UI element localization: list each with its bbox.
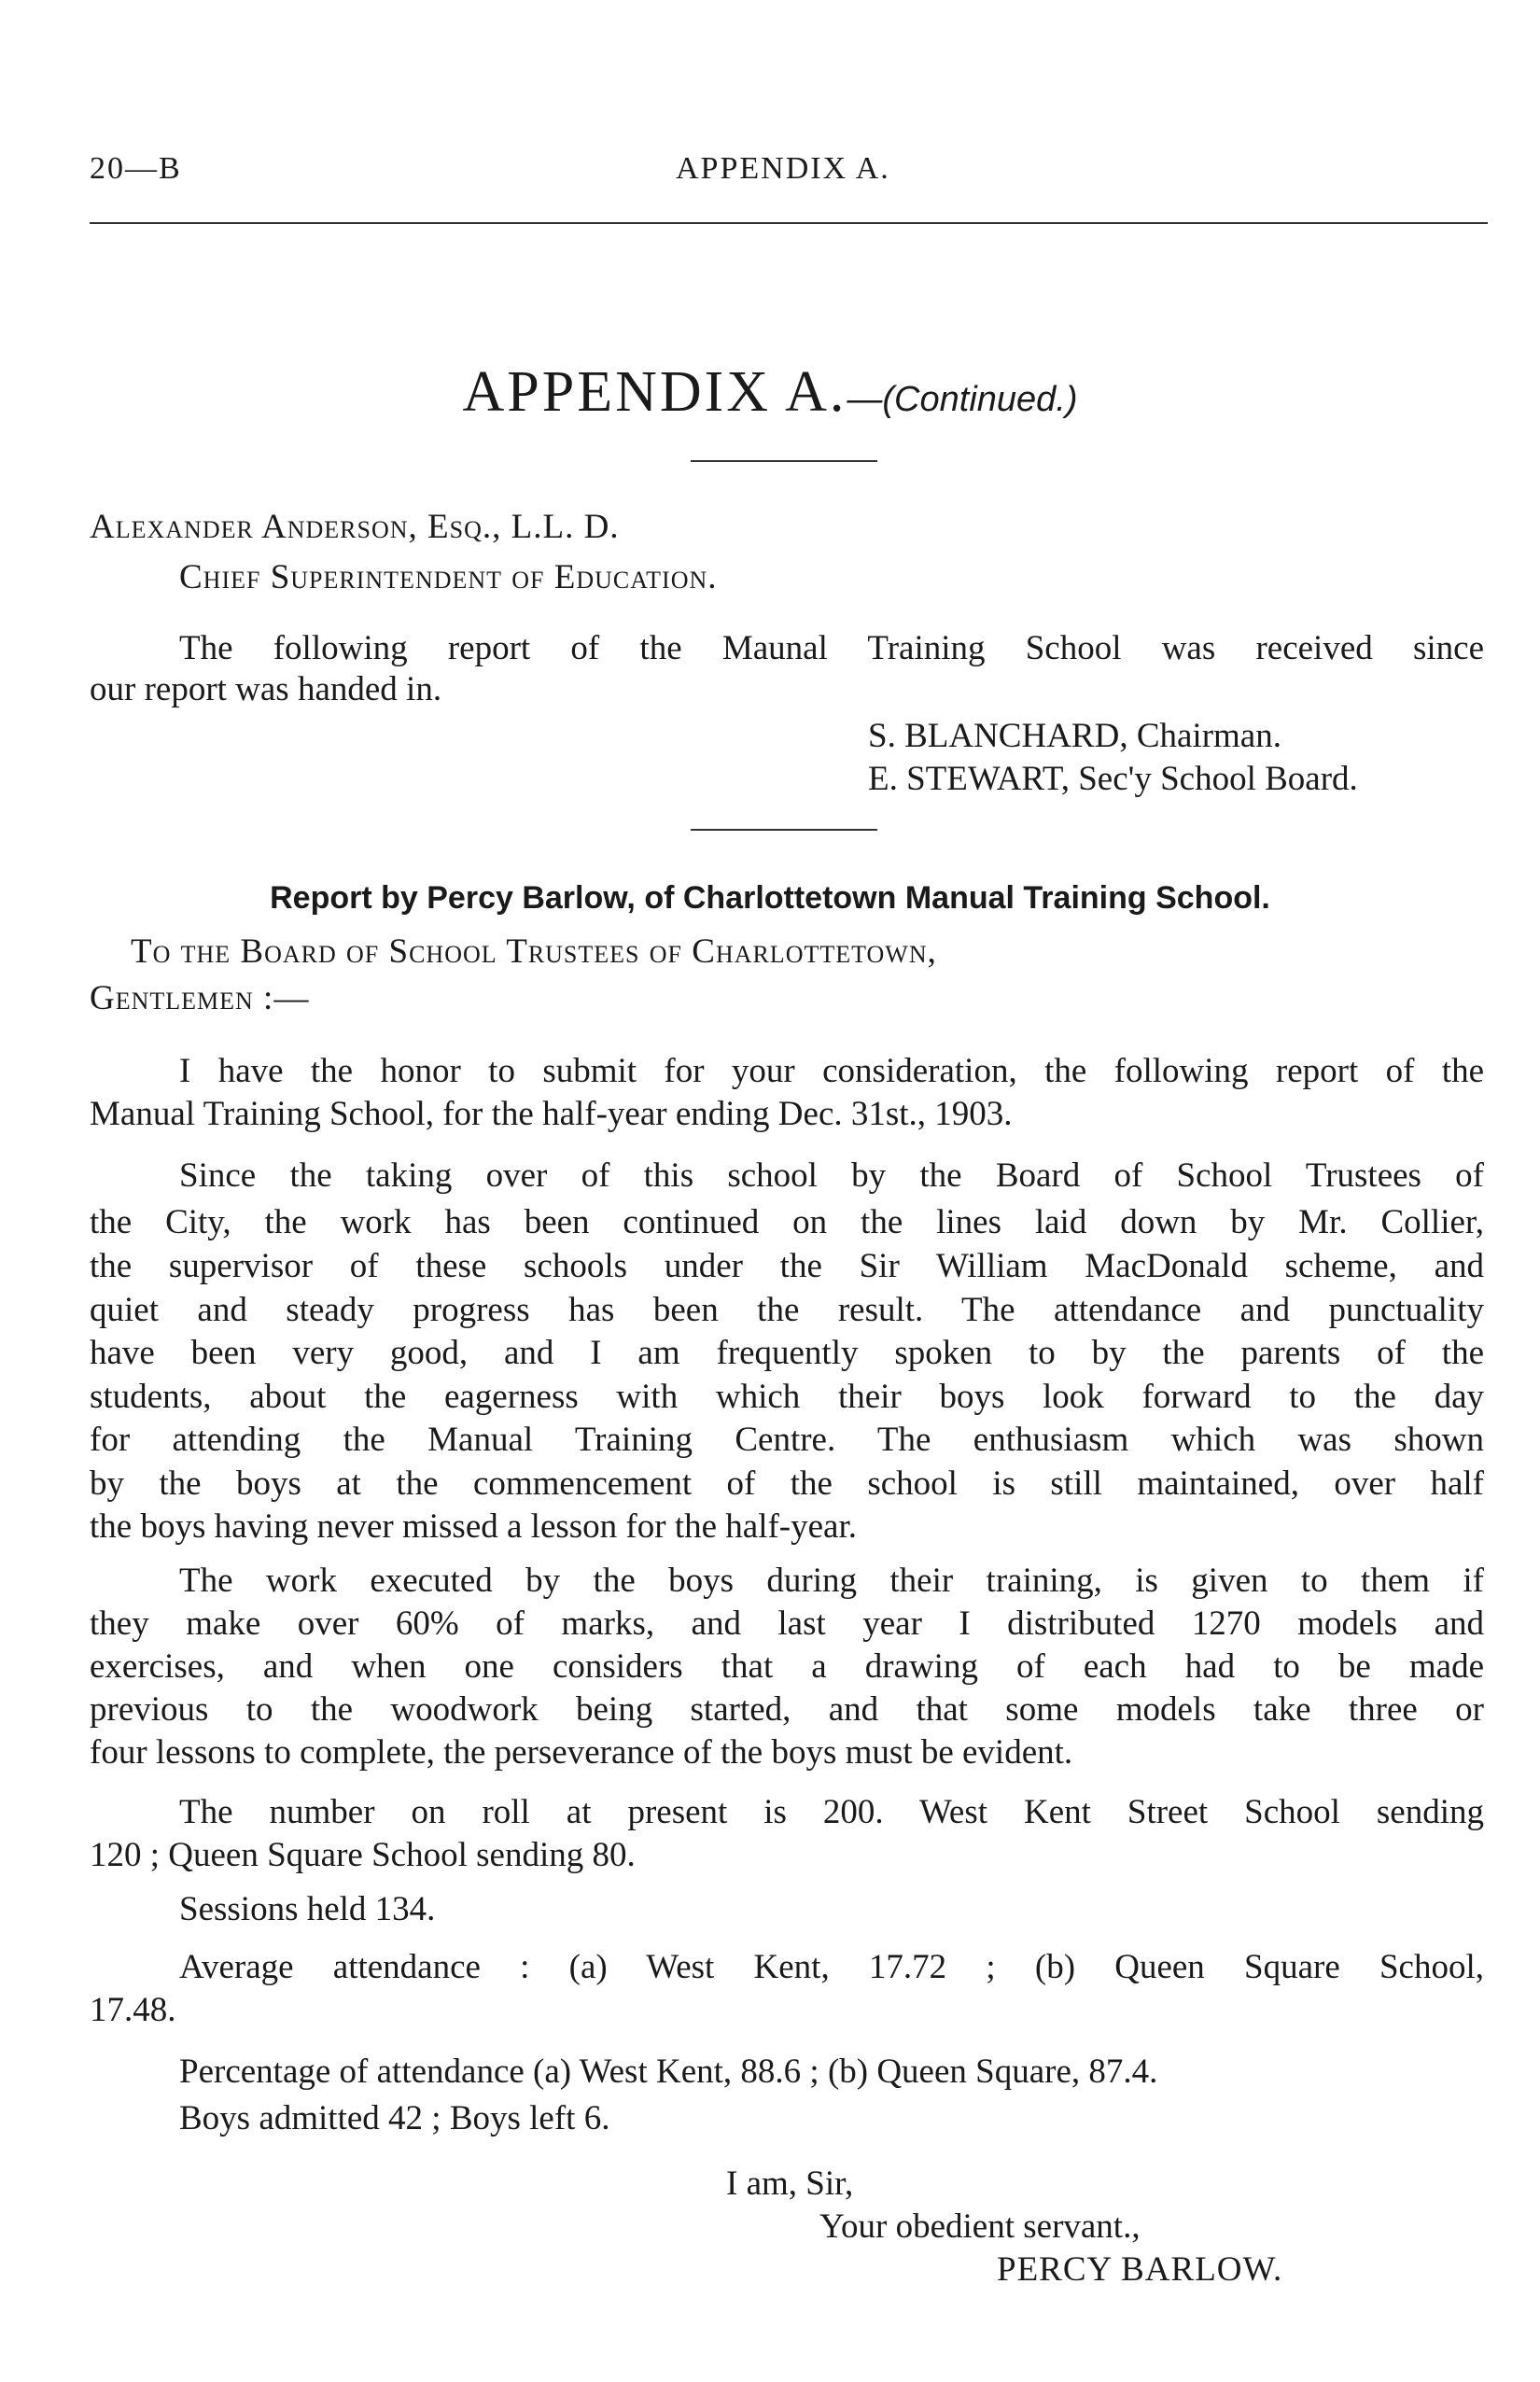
appendix-title-main: APPENDIX A. bbox=[462, 360, 847, 424]
para2-line-1: Since the taking over of this school by the Board of School Trustees of bbox=[179, 1156, 1484, 1195]
para2-line-6: students, about the eagerness with which their boys look forward to the day bbox=[90, 1378, 1484, 1416]
title-rule bbox=[691, 460, 877, 462]
closing-servant: Your obedient servant., bbox=[819, 2207, 1141, 2246]
para2-line-5: have been very good, and I am frequently spoken to by the parents of the bbox=[90, 1334, 1484, 1372]
para2-line-9: the boys having never missed a lesson for the half-year. bbox=[90, 1507, 857, 1546]
para2-line-2: the City, the work has been continued on the lines laid down by Mr. Collier, bbox=[90, 1203, 1484, 1241]
closing-salutation: I am, Sir, bbox=[726, 2165, 854, 2203]
covering-note-line-2: our report was handed in. bbox=[90, 670, 442, 708]
section-rule bbox=[691, 829, 877, 831]
addressee-position: Chief Superintendent of Education. bbox=[179, 558, 718, 596]
appendix-title-continued: —(Continued.) bbox=[847, 380, 1078, 419]
salutation-recipient: To the Board of School Trustees of Charlottetown, bbox=[131, 932, 937, 971]
para3-line-4: previous to the woodwork being started, and that some models take three or bbox=[90, 1690, 1484, 1729]
running-header bbox=[90, 151, 1480, 198]
running-title: APPENDIX A. bbox=[676, 151, 890, 186]
percentage-attendance: Percentage of attendance (a) West Kent, 88.6 ; (b) Queen Square, 87.4. bbox=[179, 2053, 1158, 2091]
average-attendance-line-2: 17.48. bbox=[90, 1991, 176, 2029]
page-number: 20—B bbox=[90, 151, 182, 186]
para4-line-2: 120 ; Queen Square School sending 80. bbox=[90, 1836, 636, 1874]
para2-line-7: for attending the Manual Training Centre. The enthusiasm which was shown bbox=[90, 1421, 1484, 1459]
addressee-name: Alexander Anderson, Esq., L.L. D. bbox=[90, 508, 620, 546]
para3-line-3: exercises, and when one considers that a drawing of each had to be made bbox=[90, 1647, 1484, 1686]
sessions-held: Sessions held 134. bbox=[179, 1890, 436, 1928]
boys-admitted-left: Boys admitted 42 ; Boys left 6. bbox=[179, 2099, 610, 2137]
para3-line-1: The work executed by the boys during their training, is given to them if bbox=[179, 1562, 1484, 1600]
header-rule bbox=[90, 222, 1488, 224]
para1-line-2: Manual Training School, for the half-year ending Dec. 31st., 1903. bbox=[90, 1095, 1013, 1133]
para2-line-3: the supervisor of these schools under the Sir William MacDonald scheme, and bbox=[90, 1247, 1484, 1285]
salutation: Gentlemen :— bbox=[90, 979, 310, 1017]
para2-line-4: quiet and steady progress has been the result. The attendance and punctuality bbox=[90, 1291, 1484, 1329]
report-title: Report by Percy Barlow, of Charlottetown Manual Training School. bbox=[270, 880, 1270, 916]
para3-line-2: they make over 60% of marks, and last year I distributed 1270 models and bbox=[90, 1604, 1484, 1643]
signature-secretary: E. STEWART, Sec'y School Board. bbox=[868, 760, 1358, 798]
average-attendance-line-1: Average attendance : (a) West Kent, 17.72 ; (b) Queen Square School, bbox=[179, 1948, 1484, 1986]
signature-chairman: S. BLANCHARD, Chairman. bbox=[868, 717, 1281, 755]
covering-note-line-1: The following report of the Maunal Training School was received since bbox=[179, 629, 1484, 667]
para4-line-1: The number on roll at present is 200. West Kent Street School sending bbox=[179, 1793, 1484, 1831]
para1-line-1: I have the honor to submit for your consideration, the following report of the bbox=[179, 1052, 1484, 1090]
para3-line-5: four lessons to complete, the perseverance of the boys must be evident. bbox=[90, 1733, 1073, 1772]
appendix-title bbox=[0, 359, 1540, 426]
signature-percy-barlow: PERCY BARLOW. bbox=[997, 2250, 1283, 2289]
para2-line-8: by the boys at the commencement of the school is still maintained, over half bbox=[90, 1464, 1484, 1503]
